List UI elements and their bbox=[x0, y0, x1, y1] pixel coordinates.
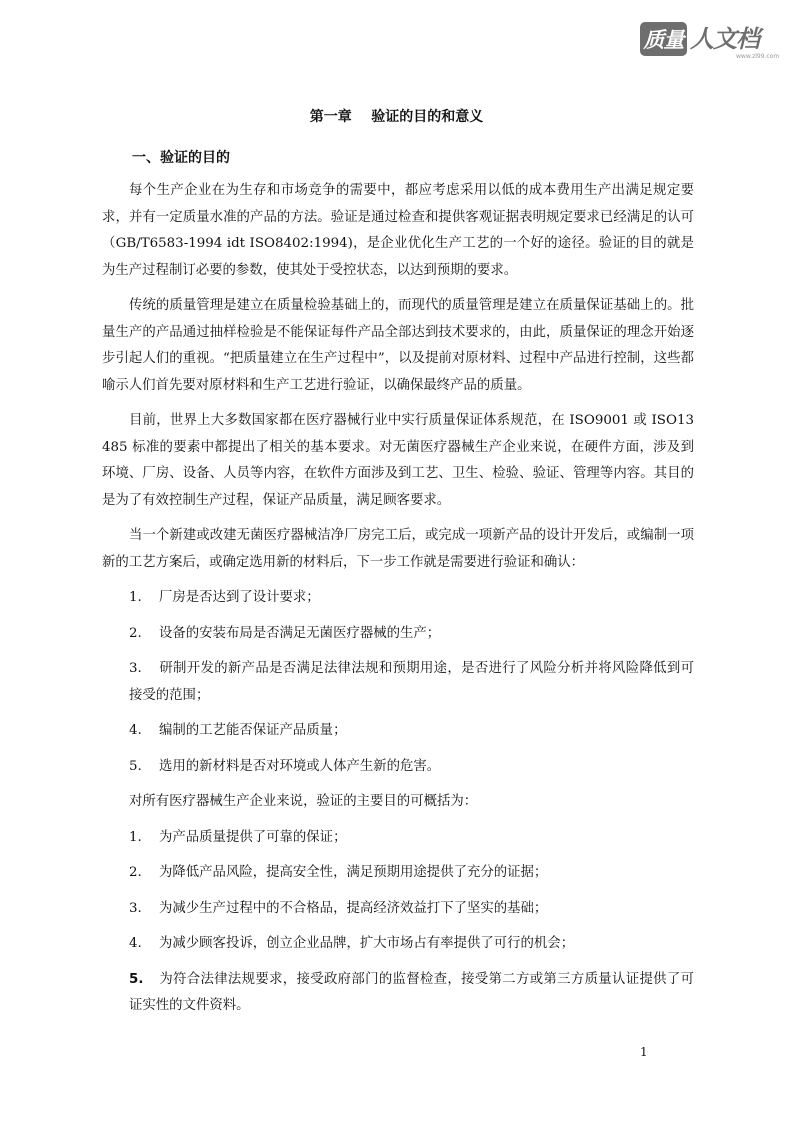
list-item bbox=[102, 825, 694, 852]
list-number: 5. bbox=[129, 971, 144, 987]
list-text: 为减少顾客投诉，创立企业品牌，扩大市场占有率提供了可行的机会； bbox=[159, 936, 575, 951]
list-text: 为减少生产过程中的不合格品，提高经济效益打下了坚实的基础； bbox=[159, 900, 548, 916]
list-number: 2. bbox=[129, 865, 142, 880]
list-text: 研制开发的新产品是否满足法律法规和预期用途，是否进行了风险分析并将风险降低到可接受的范围； bbox=[129, 661, 694, 703]
list-number: 1. bbox=[129, 829, 142, 845]
list-item bbox=[102, 754, 694, 781]
list-text: 为符合法律法规要求，接受政府部门的监督检查，接受第二方或第三方质量认证提供了可证实性的文件资料。 bbox=[129, 971, 694, 1013]
paragraph: 传统的质量管理是建立在质量检验基础上的，而现代的质量管理是建立在质量保证基础上的。批量生产的产品通过抽样检验是不能保证每件产品全部达到技术要求的，由此，质量保证的理念开始逐步引起人们的重视。“把质量建立在生产过程中”，以及提前对原材料、过程中产品进行控制，这些都喻示人们首先要对原材料和生产工艺进行验证，以确保最终产品的质量。 bbox=[102, 298, 694, 393]
list-text: 选用的新材料是否对环境或人体产生新的危害。 bbox=[159, 758, 441, 774]
page-number: 1 bbox=[640, 1045, 648, 1059]
list-number: 5. bbox=[129, 758, 142, 774]
logo-text: 人文档 bbox=[690, 25, 759, 53]
list-item bbox=[102, 585, 694, 612]
list-number: 2. bbox=[129, 625, 142, 641]
paragraph: 目前，世界上大多数国家都在医疗器械行业中实行质量保证体系规范，在 ISO9001 或 ISO13485 标准的要素中都提出了相关的基本要求。对无菌医疗器械生产企业来说，在硬件方面，涉及到环境、厂房、设备、人员等内容，在软件方面涉及到工艺、卫生、检验、验证、管理等内容。其目的是为了有效控制生产过程，保证产品质量，满足顾客要求。 bbox=[102, 413, 694, 508]
logo-url: www.zl99.com bbox=[736, 53, 780, 60]
logo-badge bbox=[640, 22, 687, 56]
list-number: 3. bbox=[129, 661, 142, 676]
list-text: 设备的安装布局是否满足无菌医疗器械的生产； bbox=[159, 625, 441, 641]
list-item bbox=[102, 621, 694, 648]
list-text: 厂房是否达到了设计要求； bbox=[159, 590, 320, 605]
list-item bbox=[102, 656, 694, 709]
list-text: 为产品质量提供了可靠的保证； bbox=[159, 829, 347, 845]
list-number: 3. bbox=[129, 900, 142, 916]
list-item bbox=[102, 967, 694, 1020]
document-body bbox=[102, 178, 694, 1029]
paragraph: 当一个新建或改建无菌医疗器械洁净厂房完工后，或完成一项新产品的设计开发后，或编制一项新的工艺方案后，或确定选用新的材料后，下一步工作就是需要进行验证和确认： bbox=[102, 528, 694, 570]
section-heading: 一、验证的目的 bbox=[132, 150, 230, 166]
list-item bbox=[102, 860, 694, 887]
list-number: 4. bbox=[129, 723, 142, 738]
list-item bbox=[102, 931, 694, 958]
paragraph: 对所有医疗器械生产企业来说，验证的主要目的可概括为： bbox=[129, 794, 478, 809]
logo-badge-text: 质量 bbox=[643, 28, 684, 52]
list-item bbox=[102, 718, 694, 745]
list-item bbox=[102, 896, 694, 923]
list-number: 4. bbox=[129, 936, 142, 951]
chapter-title: 第一章 验证的目的和意义 bbox=[309, 109, 484, 125]
site-logo bbox=[640, 20, 785, 62]
list-text: 编制的工艺能否保证产品质量； bbox=[159, 723, 347, 738]
list-text: 为降低产品风险，提高安全性，满足预期用途提供了充分的证据； bbox=[159, 865, 548, 880]
paragraph: 每个生产企业在为生存和市场竞争的需要中，都应考虑采用以低的成本费用生产出满足规定要求，并有一定质量水准的产品的方法。验证是通过检查和提供客观证据表明规定要求已经满足的认可（GB/T6583-1994 idt ISO8402:1994)，是企业优化生产工艺的一个好的途径。验证的目的就是为生产过程制订必要的参数，使其处于受控状态，以达到预期的要求。 bbox=[102, 183, 694, 278]
list-number: 1. bbox=[129, 590, 142, 605]
